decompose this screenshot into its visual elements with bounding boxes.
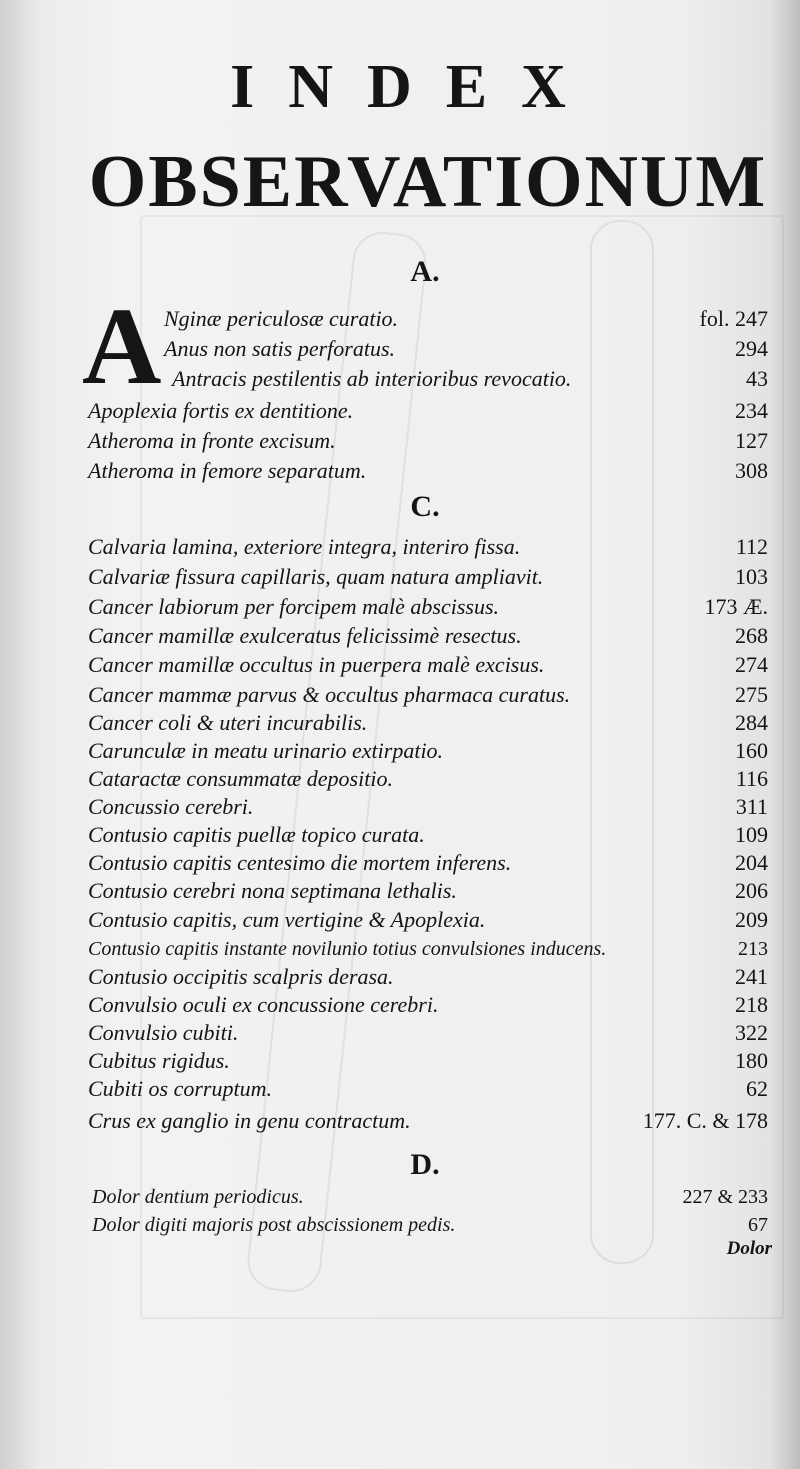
section-heading-d: D. bbox=[410, 1148, 440, 1181]
entry-text: Contusio capitis centesimo die mortem inferens. bbox=[88, 850, 512, 875]
index-entry bbox=[0, 680, 800, 710]
index-entry bbox=[0, 364, 800, 394]
entry-page: fol. 247 bbox=[699, 306, 768, 331]
entry-page: 275 bbox=[735, 682, 768, 707]
entry-text: Cataractæ consummatæ depositio. bbox=[88, 766, 393, 791]
entry-page: 241 bbox=[735, 964, 768, 989]
entry-text: Carunculæ in meatu urinario extirpatio. bbox=[88, 738, 444, 763]
index-entry bbox=[0, 396, 800, 426]
entry-text: Calvariæ fissura capillaris, quam natura ampliavit. bbox=[88, 564, 544, 589]
index-entry bbox=[0, 426, 800, 456]
entry-page: 180 bbox=[735, 1048, 768, 1073]
index-entry bbox=[0, 905, 800, 935]
index-entry bbox=[0, 708, 800, 738]
index-entry bbox=[0, 456, 800, 486]
entry-page: 103 bbox=[735, 564, 768, 589]
entry-page: 209 bbox=[735, 907, 768, 932]
entry-page: 274 bbox=[735, 652, 768, 677]
entry-text: Concussio cerebri. bbox=[88, 794, 254, 819]
section-heading-c: C. bbox=[410, 490, 440, 523]
entry-text: Atheroma in fronte excisum. bbox=[88, 428, 336, 453]
index-entry bbox=[0, 304, 800, 334]
entry-text: Cubitus rigidus. bbox=[88, 1048, 230, 1073]
entry-page: 218 bbox=[735, 992, 768, 1017]
index-entry bbox=[0, 621, 800, 651]
index-entry bbox=[0, 650, 800, 680]
entry-page: 234 bbox=[735, 398, 768, 423]
entry-text: Cancer mamillæ exulceratus felicissimè resectus. bbox=[88, 623, 522, 648]
entry-page: 308 bbox=[735, 458, 768, 483]
entry-text: Nginæ periculosæ curatio. bbox=[164, 306, 399, 331]
entry-text: Contusio cerebri nona septimana lethalis. bbox=[88, 878, 457, 903]
index-entry bbox=[0, 532, 800, 562]
section-heading-a: A. bbox=[410, 255, 440, 288]
entry-page: 268 bbox=[735, 623, 768, 648]
index-entry bbox=[0, 934, 800, 964]
entry-page: 116 bbox=[735, 766, 768, 791]
entry-text: Contusio occipitis scalpris derasa. bbox=[88, 964, 394, 989]
entry-text: Cancer labiorum per forcipem malè abscissus. bbox=[88, 594, 500, 619]
entry-page: 322 bbox=[735, 1020, 768, 1045]
entry-page: 284 bbox=[735, 710, 768, 735]
index-entry bbox=[0, 820, 800, 850]
drop-cap-a: A bbox=[82, 285, 162, 407]
entry-text: Apoplexia fortis ex dentitione. bbox=[88, 398, 354, 423]
entry-page: 127 bbox=[735, 428, 768, 453]
index-entry bbox=[0, 1018, 800, 1048]
entry-page: 109 bbox=[735, 822, 768, 847]
index-entry bbox=[0, 764, 800, 794]
index-entry bbox=[0, 1074, 800, 1104]
entry-text: Cubiti os corruptum. bbox=[88, 1076, 272, 1101]
entry-page: 204 bbox=[735, 850, 768, 875]
entry-page: 206 bbox=[735, 878, 768, 903]
entry-text: Contusio capitis, cum vertigine & Apoplexia. bbox=[88, 907, 486, 932]
entry-text: Contusio capitis instante novilunio totius convulsiones inducens. bbox=[88, 938, 607, 960]
index-entry bbox=[0, 1210, 800, 1240]
entry-page: 173 Æ. bbox=[704, 594, 768, 619]
index-entry bbox=[0, 736, 800, 766]
entry-text: Atheroma in femore separatum. bbox=[88, 458, 367, 483]
index-entry bbox=[0, 562, 800, 592]
index-entry bbox=[0, 792, 800, 822]
index-entry bbox=[0, 962, 800, 992]
index-entry bbox=[0, 990, 800, 1020]
title-observationum: OBSERVATIONUM bbox=[88, 141, 768, 223]
entry-text: Contusio capitis puellæ topico curata. bbox=[88, 822, 425, 847]
entry-text: Convulsio cubiti. bbox=[88, 1020, 239, 1045]
entry-text: Calvaria lamina, exteriore integra, interiro fissa. bbox=[88, 534, 521, 559]
entry-text: Cancer mammæ parvus & occultus pharmaca curatus. bbox=[88, 682, 571, 707]
catchword: Dolor bbox=[726, 1238, 772, 1259]
entry-text: Dolor digiti majoris post abscissionem pedis. bbox=[92, 1214, 456, 1236]
entry-text: Crus ex ganglio in genu contractum. bbox=[88, 1108, 411, 1133]
entry-text: Dolor dentium periodicus. bbox=[92, 1186, 304, 1208]
entry-page: 112 bbox=[735, 534, 768, 559]
index-entry bbox=[0, 1182, 800, 1212]
entry-page: 67 bbox=[748, 1214, 768, 1236]
title-index: INDEX bbox=[230, 53, 600, 121]
entry-page: 227 & 233 bbox=[682, 1186, 768, 1208]
entry-text: Anus non satis perforatus. bbox=[164, 336, 396, 361]
entry-page: 43 bbox=[746, 366, 768, 391]
index-entry bbox=[0, 848, 800, 878]
entry-text: Cancer coli & uteri incurabilis. bbox=[88, 710, 368, 735]
entry-text: Antracis pestilentis ab interioribus revocatio. bbox=[172, 366, 572, 391]
entry-page: 294 bbox=[735, 336, 768, 361]
entry-text: Convulsio oculi ex concussione cerebri. bbox=[88, 992, 439, 1017]
index-entry bbox=[0, 592, 800, 622]
entry-page: 213 bbox=[738, 938, 768, 960]
entry-page: 160 bbox=[735, 738, 768, 763]
index-entry bbox=[0, 876, 800, 906]
entry-page: 62 bbox=[746, 1076, 768, 1101]
index-entry bbox=[0, 334, 800, 364]
entry-page: 177. C. & 178 bbox=[642, 1108, 768, 1133]
index-entry bbox=[0, 1046, 800, 1076]
entry-page: 311 bbox=[735, 794, 768, 819]
entry-text: Cancer mamillæ occultus in puerpera malè excisus. bbox=[88, 652, 545, 677]
index-entry bbox=[0, 1106, 800, 1136]
